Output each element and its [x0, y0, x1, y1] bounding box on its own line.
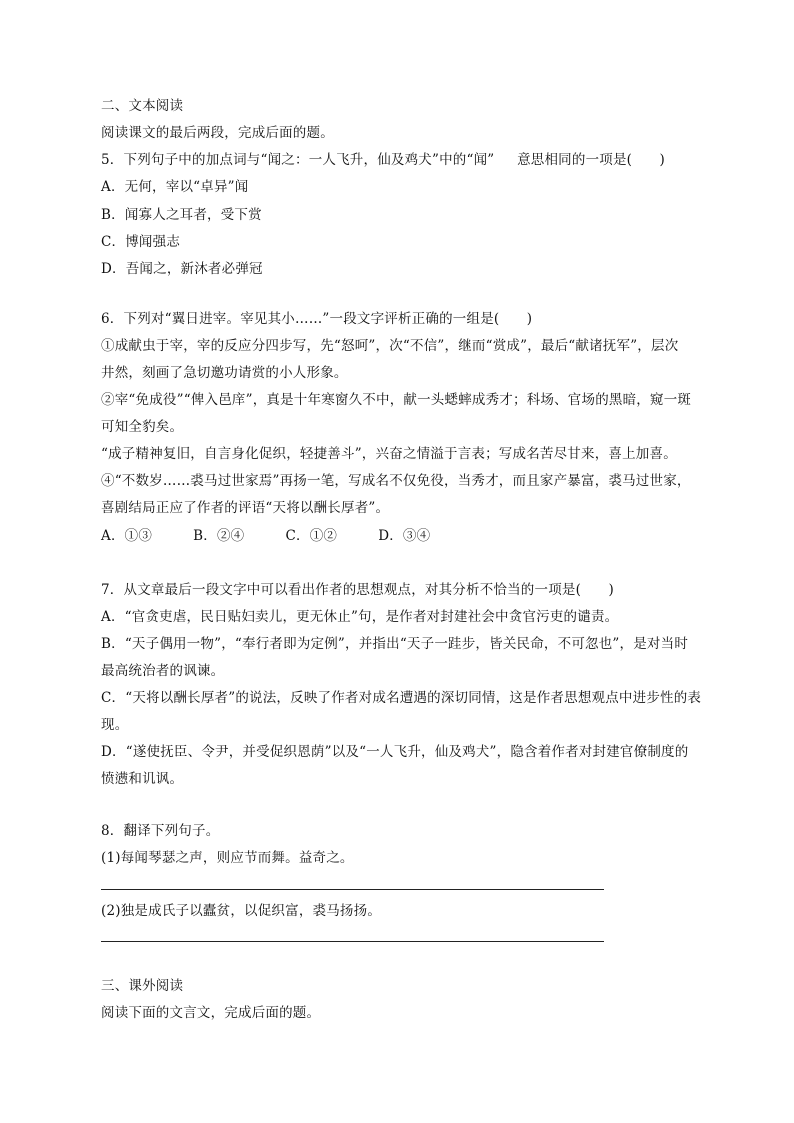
question-5-option-d: D．吾闻之，新沐者必弹冠: [101, 261, 263, 277]
question-7-line: 最高统治者的讽谏。: [101, 663, 225, 679]
section-instruction: 阅读下面的文言文，完成后面的题。: [101, 1005, 321, 1021]
question-5-option-b: B．闻寡人之耳者，受下赏: [101, 207, 262, 223]
question-6-item: 喜剧结局正应了作者的评语“天将以酬长厚者”。: [101, 500, 390, 516]
question-6-choices: A．①③ B．②④ C．①② D．③④: [101, 528, 431, 544]
question-7-line: 现。: [101, 717, 129, 733]
question-8-stem: 8．翻译下列句子。: [101, 823, 220, 839]
section-heading: 三、课外阅读: [101, 978, 184, 994]
question-6-item: ②宰“免成役”“俾入邑庠”，真是十年寒窗久不中，献一头蟋蟀成秀才；科场、官场的黑暗，窥一斑: [101, 392, 692, 408]
question-8-sentence-2: (2)独是成氏子以蠹贫，以促织富，裘马扬扬。: [101, 903, 382, 919]
section-heading: 二、文本阅读: [101, 98, 184, 114]
question-5-stem: 5．下列句子中的加点词与“闻之：一人飞升，仙及鸡犬”中的“闻” 意思相同的一项是( ): [101, 152, 666, 168]
section-instruction: 阅读课文的最后两段，完成后面的题。: [101, 125, 334, 141]
question-6-stem: 6．下列对“翼日进宰。宰见其小……”一段文字评析正确的一组是( ): [101, 311, 533, 327]
question-8-sentence-1: (1)每闻琴瑟之声，则应节而舞。益奇之。: [101, 850, 354, 866]
question-6-item: ①成献虫于宰，宰的反应分四步写，先“怒呵”，次“不信”，继而“赏成”，最后“献诸抚军”，层次: [101, 338, 679, 354]
question-7-line: D．“遂使抚臣、令尹，并受促织恩荫”以及“一人飞升，仙及鸡犬”，隐含着作者对封建官僚制度的: [101, 744, 689, 760]
question-6-item: 可知全豹矣。: [101, 419, 184, 435]
question-6-item: 井然，刻画了急切邀功请赏的小人形象。: [101, 365, 348, 381]
question-6-item: “成子精神复旧，自言身化促织，轻捷善斗”，兴奋之情溢于言表；写成名苦尽甘来，喜上加喜。: [101, 446, 677, 462]
answer-line-2[interactable]: [101, 941, 604, 942]
question-7-line: A．“官贪吏虐，民日贴妇卖儿，更无休止”句，是作者对封建社会中贪官污吏的谴责。: [101, 609, 619, 625]
question-6-item: ④“不数岁……裘马过世家焉”再扬一笔，写成名不仅免役，当秀才，而且家产暴富，裘马过世家，: [101, 473, 691, 489]
question-7-line: B．“天子偶用一物”，“奉行者即为定例”，并指出“天子一跬步，皆关民命，不可忽也”，是对当时: [101, 636, 689, 652]
question-7-line: C．“天将以酬长厚者”的说法，反映了作者对成名遭遇的深切同情，这是作者思想观点中进步性的表: [101, 690, 702, 706]
question-7-stem: 7．从文章最后一段文字中可以看出作者的思想观点，对其分析不恰当的一项是( ): [101, 582, 614, 598]
answer-line-1[interactable]: [101, 889, 604, 890]
question-5-option-a: A．无何，宰以“卓异”闻: [101, 179, 249, 195]
question-5-option-c: C．博闻强志: [101, 234, 181, 250]
question-7-line: 愤懑和讥讽。: [101, 771, 184, 787]
